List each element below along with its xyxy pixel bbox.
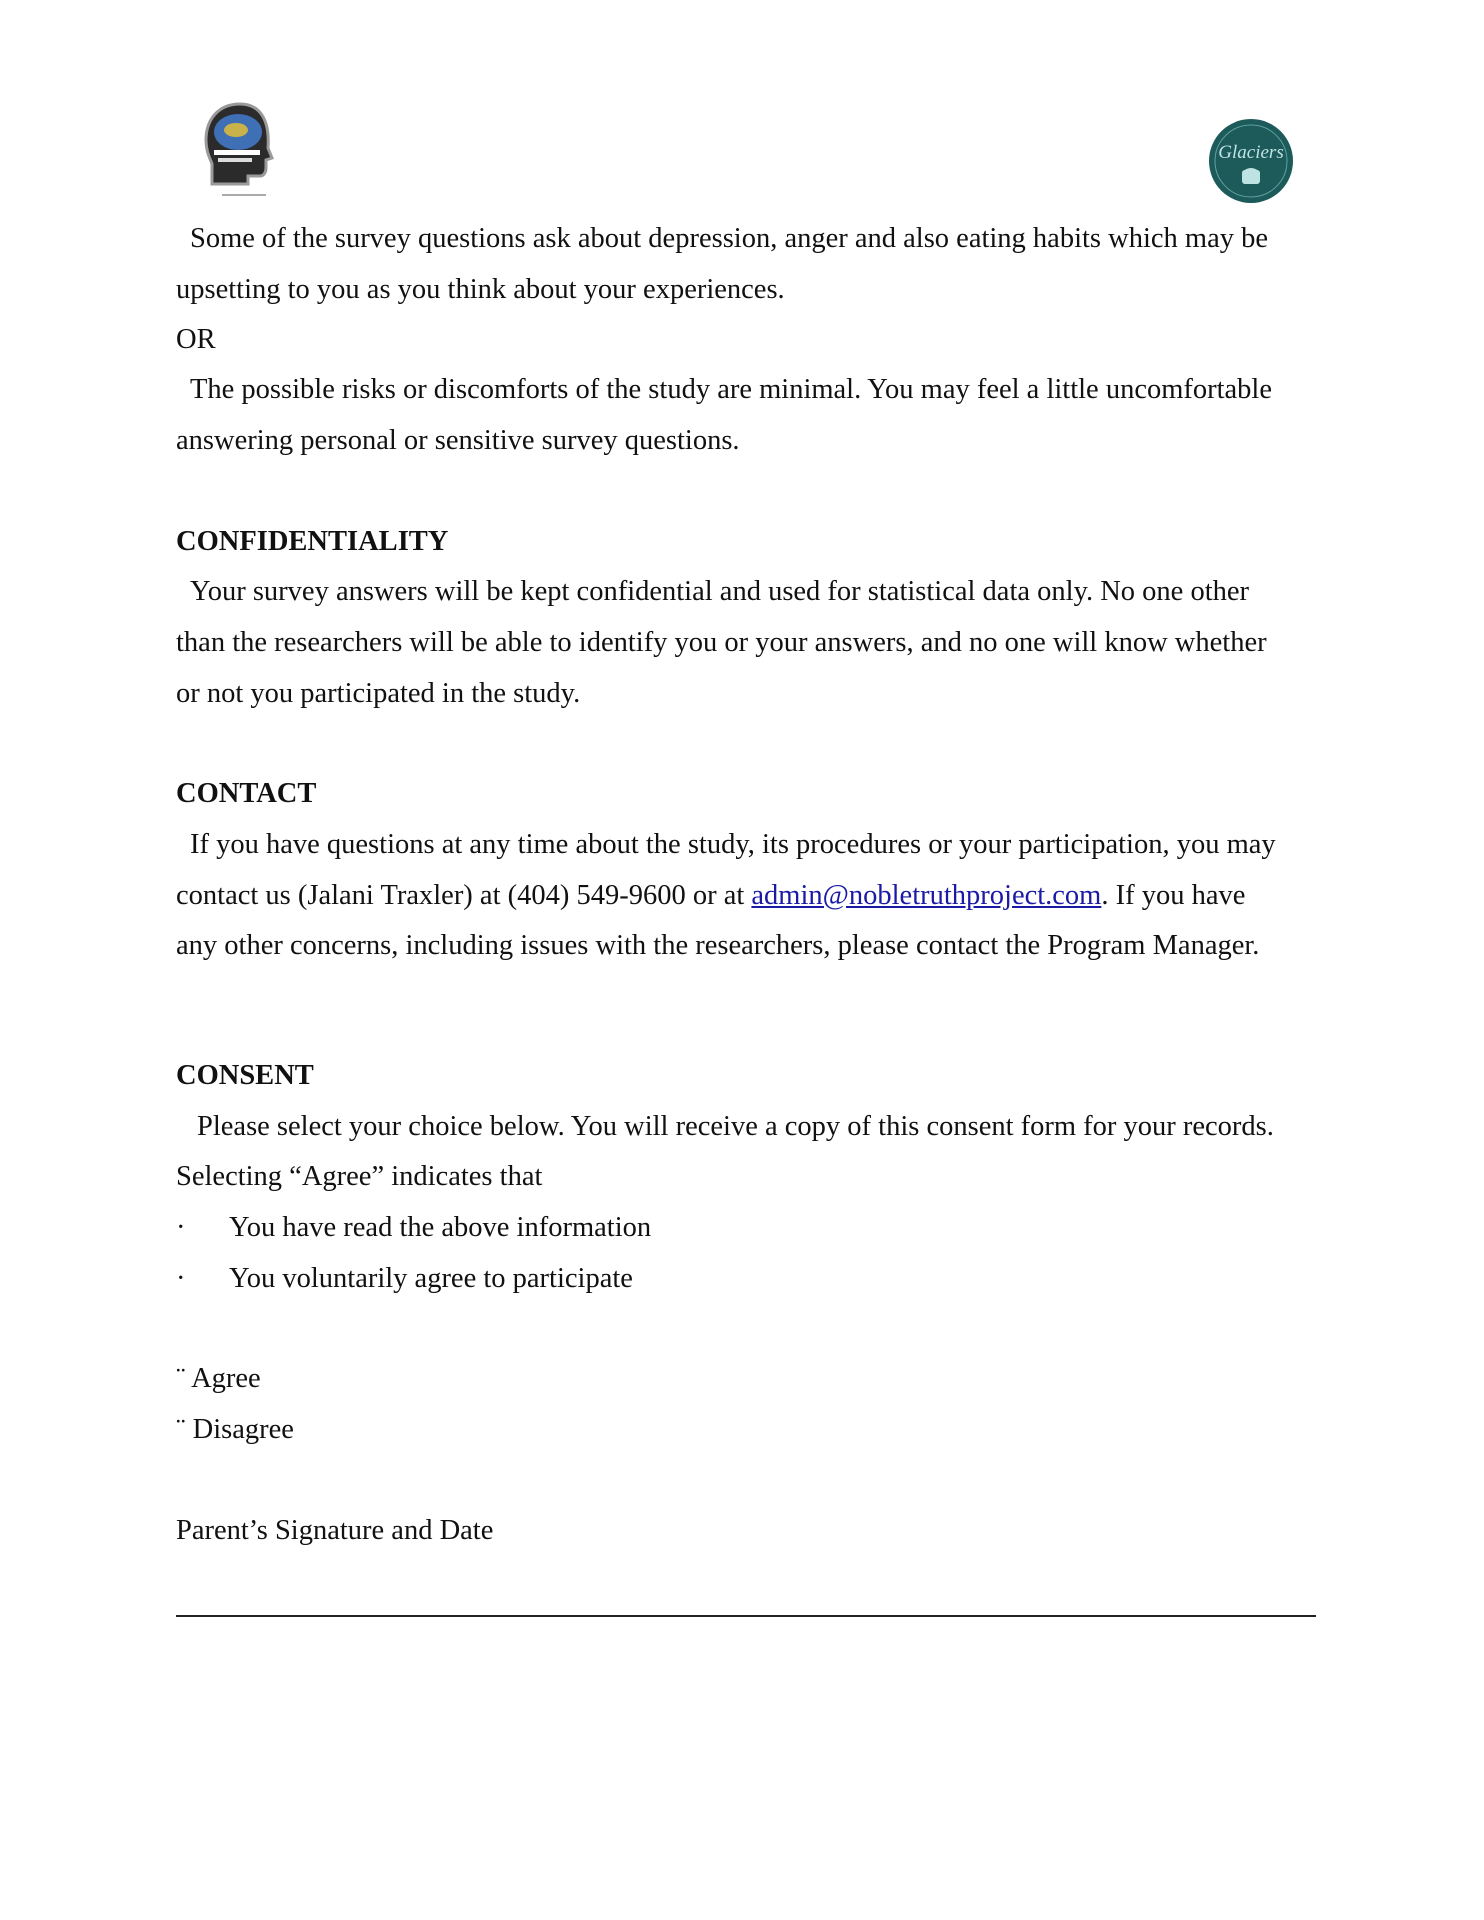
consent-bullet-item: You voluntarily agree to participate (229, 1263, 633, 1294)
head-silhouette-icon (200, 100, 284, 204)
consent-heading: CONSENT (176, 1060, 314, 1091)
email-link[interactable]: admin@nobletruthproject.com (751, 880, 1102, 911)
contact-heading: CONTACT (176, 778, 317, 809)
signature-label: Parent’s Signature and Date (176, 1515, 494, 1546)
confidentiality-line1: Your survey answers will be kept confidential and used for statistical data only. No one other (190, 576, 1250, 607)
checkbox-glyph-icon[interactable]: ¨ (176, 1414, 186, 1445)
risks-para1-line2: upsetting to you as you think about your experiences. (176, 274, 785, 305)
contact-line3: any other concerns, including issues with the researchers, please contact the Program Manager. (176, 930, 1260, 961)
contact-line2-text: contact us (Jalani Traxler) at (404) 549-9600 or at (176, 880, 752, 911)
checkbox-glyph-icon[interactable]: ¨ (176, 1363, 186, 1394)
consent-line2: Selecting “Agree” indicates that (176, 1161, 543, 1192)
contact-line2 (176, 879, 1245, 913)
disagree-option[interactable] (176, 1413, 294, 1447)
confidentiality-line3: or not you participated in the study. (176, 678, 581, 709)
glaciers-circle-icon (1208, 118, 1294, 204)
disagree-label: Disagree (192, 1414, 294, 1445)
risks-para2-line1: The possible risks or discomforts of the study are minimal. You may feel a little uncomfortable (190, 374, 1272, 405)
contact-line1: If you have questions at any time about the study, its procedures or your participation, you may (190, 829, 1276, 860)
bullet-glyph: · (176, 1263, 186, 1294)
agree-option[interactable] (176, 1362, 261, 1396)
glaciers-wordmark: Glaciers (1218, 142, 1284, 163)
contact-line2-tail: . If you have (1101, 880, 1246, 911)
risks-para2-line2: answering personal or sensitive survey questions. (176, 425, 740, 456)
noble-truth-logo (200, 100, 284, 204)
agree-label: Agree (191, 1363, 261, 1394)
risks-para1-line1: Some of the survey questions ask about depression, anger and also eating habits which may be (190, 223, 1269, 254)
confidentiality-line2: than the researchers will be able to identify you or your answers, and no one will know whether (176, 627, 1267, 658)
consent-line1: Please select your choice below. You will receive a copy of this consent form for your records. (197, 1111, 1274, 1142)
confidentiality-heading: CONFIDENTIALITY (176, 526, 449, 557)
consent-bullet-item: You have read the above information (229, 1212, 652, 1243)
signature-line[interactable] (176, 1615, 1316, 1617)
glaciers-logo (1208, 118, 1294, 204)
bullet-glyph: · (176, 1212, 186, 1243)
risks-or: OR (176, 324, 216, 355)
